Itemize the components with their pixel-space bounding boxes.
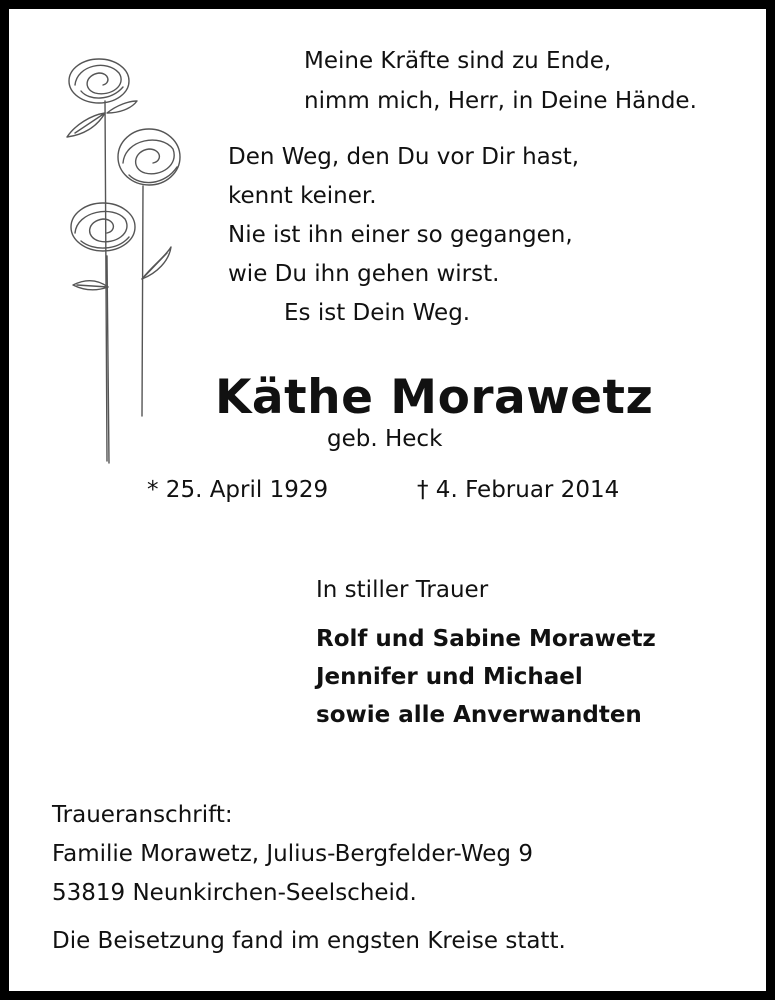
mourner-name-3: sowie alle Anverwandten — [316, 702, 642, 728]
roses-icon — [53, 51, 193, 471]
verse2-line-4: wie Du ihn gehen wirst. — [228, 261, 500, 287]
verse1-line-2: nimm mich, Herr, in Deine Hände. — [304, 88, 697, 114]
verse2-line-5: Es ist Dein Weg. — [284, 300, 471, 326]
mourner-name-1: Rolf und Sabine Morawetz — [316, 626, 656, 652]
burial-note: Die Beisetzung fand im engsten Kreise statt. — [52, 928, 566, 954]
birth-name: geb. Heck — [327, 426, 443, 452]
address-line-1: Familie Morawetz, Julius-Bergfelder-Weg 9 — [52, 841, 533, 867]
address-label: Traueranschrift: — [52, 802, 233, 828]
verse2-line-3: Nie ist ihn einer so gegangen, — [228, 222, 573, 248]
birth-date: * 25. April 1929 — [147, 477, 329, 503]
death-date: † 4. Februar 2014 — [417, 477, 620, 503]
mourner-name-2: Jennifer und Michael — [316, 664, 583, 690]
verse1-line-1: Meine Kräfte sind zu Ende, — [304, 48, 612, 74]
address-line-2: 53819 Neunkirchen-Seelscheid. — [52, 880, 417, 906]
mourning-intro: In stiller Trauer — [316, 577, 489, 603]
verse2-line-1: Den Weg, den Du vor Dir hast, — [228, 144, 580, 170]
verse2-line-2: kennt keiner. — [228, 183, 377, 209]
deceased-name: Käthe Morawetz — [215, 370, 654, 425]
